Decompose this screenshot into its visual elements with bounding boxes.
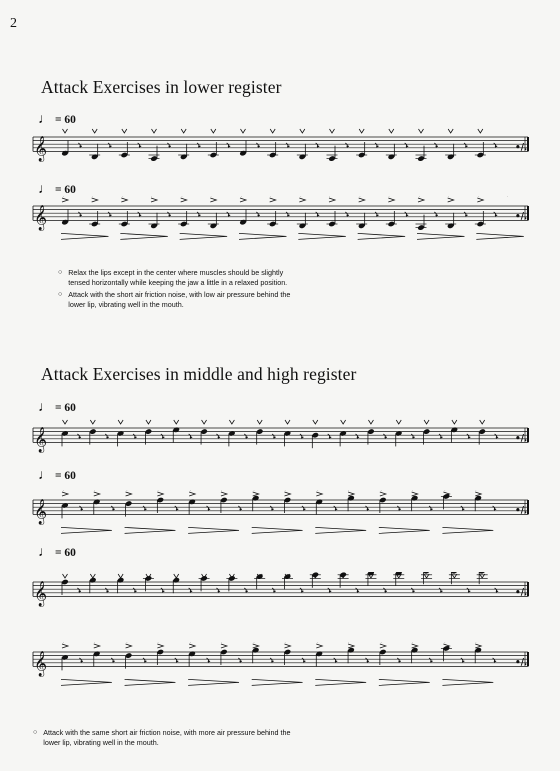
eighth-rest	[494, 212, 498, 216]
eighth-rest	[78, 143, 82, 147]
accent-mark	[329, 198, 335, 202]
instruction-text: Attack with the same short air friction noise, with more air pressure behind the lower lip, vibrating well in the mouth.	[43, 728, 291, 747]
decrescendo-hairpin	[442, 679, 493, 685]
accent-mark	[341, 420, 346, 424]
accent-mark	[181, 198, 187, 202]
decrescendo-hairpin	[358, 233, 405, 239]
eighth-rest	[493, 506, 497, 510]
tempo-marking	[38, 468, 76, 484]
staff-upper-1	[0, 418, 560, 478]
eighth-rest	[365, 658, 369, 662]
eighth-rest	[105, 588, 109, 592]
circle-bullet-icon: ○	[33, 729, 38, 736]
eighth-rest	[467, 434, 471, 438]
accent-mark	[157, 492, 163, 496]
accent-mark	[270, 129, 275, 133]
staff-upper-4	[0, 642, 560, 702]
eighth-rest	[175, 506, 179, 510]
decrescendo-hairpin	[188, 527, 239, 533]
treble-clef-icon: 𝄞	[34, 427, 48, 453]
accent-mark	[424, 420, 429, 424]
instruction-notes-upper	[33, 728, 293, 750]
accent-mark	[388, 198, 394, 202]
accent-mark	[300, 129, 305, 133]
eighth-rest	[108, 143, 112, 147]
decrescendo-hairpin	[315, 679, 366, 685]
eighth-rest	[256, 212, 260, 216]
decrescendo-hairpin	[188, 679, 239, 685]
eighth-rest	[429, 506, 433, 510]
svg-text:•/.: •/.	[515, 142, 528, 153]
decrescendo-hairpin	[120, 233, 167, 239]
eighth-rest	[216, 434, 220, 438]
accent-mark	[174, 420, 179, 424]
accent-mark	[253, 492, 259, 496]
eighth-rest	[461, 506, 465, 510]
eighth-rest	[78, 212, 82, 216]
decrescendo-hairpin	[239, 233, 286, 239]
eighth-rest	[111, 658, 115, 662]
accent-mark	[285, 492, 291, 496]
treble-clef-icon: 𝄞	[34, 136, 48, 162]
eighth-rest	[356, 434, 360, 438]
accent-mark	[240, 198, 246, 202]
accent-mark	[221, 644, 227, 648]
instruction-item	[58, 290, 298, 310]
accent-mark	[389, 129, 394, 133]
accent-mark	[285, 644, 291, 648]
eighth-rest	[383, 434, 387, 438]
accent-mark	[359, 198, 365, 202]
accent-mark	[477, 198, 483, 202]
eighth-rest	[375, 143, 379, 147]
accent-mark	[396, 420, 401, 424]
eighth-rest	[227, 212, 231, 216]
decrescendo-hairpin	[379, 679, 430, 685]
eighth-rest	[197, 212, 201, 216]
accent-mark	[174, 574, 179, 578]
accent-mark	[448, 198, 454, 202]
accent-mark	[202, 420, 207, 424]
instruction-text: Relax the lips except in the center where muscles should be slightly tensed horizontally while keeping the jaw a little in a relaxed position.	[68, 268, 288, 287]
quarter-note-icon: ♩	[38, 545, 52, 560]
accent-mark	[478, 129, 483, 133]
eighth-rest	[316, 143, 320, 147]
eighth-rest	[345, 212, 349, 216]
accent-mark	[380, 644, 386, 648]
eighth-rest	[143, 506, 147, 510]
accent-mark	[229, 420, 234, 424]
eighth-rest	[345, 143, 349, 147]
svg-text:•/.: •/.	[515, 657, 528, 668]
eighth-rest	[256, 143, 260, 147]
accent-mark	[270, 198, 276, 202]
svg-text:•/.: •/.	[515, 587, 528, 598]
accent-mark	[480, 420, 485, 424]
accent-mark	[418, 198, 424, 202]
eighth-rest	[270, 506, 274, 510]
accent-mark	[330, 129, 335, 133]
eighth-rest	[494, 143, 498, 147]
tempo-marking	[38, 400, 76, 416]
accent-mark	[210, 198, 216, 202]
eighth-rest	[434, 212, 438, 216]
decrescendo-hairpin	[125, 679, 176, 685]
eighth-rest	[270, 658, 274, 662]
eighth-rest	[77, 434, 81, 438]
eighth-rest	[207, 658, 211, 662]
accent-mark	[121, 198, 127, 202]
instruction-notes-lower	[58, 268, 298, 312]
accent-mark	[90, 574, 95, 578]
eighth-rest	[495, 588, 499, 592]
accent-mark	[157, 644, 163, 648]
eighth-rest	[493, 658, 497, 662]
eighth-rest	[405, 143, 409, 147]
eighth-rest	[405, 212, 409, 216]
eighth-rest	[300, 588, 304, 592]
eighth-rest	[286, 143, 290, 147]
eighth-rest	[334, 506, 338, 510]
instruction-item	[33, 728, 293, 748]
eighth-rest	[143, 658, 147, 662]
tempo-value: = 60	[55, 114, 76, 126]
eighth-rest	[189, 588, 193, 592]
accent-mark	[126, 492, 132, 496]
accent-mark	[94, 644, 100, 648]
eighth-rest	[244, 588, 248, 592]
eighth-rest	[411, 588, 415, 592]
eighth-rest	[429, 658, 433, 662]
instruction-item	[58, 268, 298, 288]
treble-clef-icon: 𝄞	[34, 651, 48, 677]
accent-mark	[448, 129, 453, 133]
treble-clef-icon: 𝄞	[34, 205, 48, 231]
accent-mark	[348, 492, 354, 496]
accent-mark	[63, 420, 68, 424]
decrescendo-hairpin	[315, 527, 366, 533]
quarter-note-icon: ♩	[38, 468, 52, 483]
accent-mark	[316, 492, 322, 496]
eighth-rest	[108, 212, 112, 216]
tempo-value: = 60	[55, 184, 76, 196]
decrescendo-hairpin	[252, 679, 303, 685]
eighth-rest	[334, 658, 338, 662]
decrescendo-hairpin	[61, 527, 112, 533]
eighth-rest	[397, 506, 401, 510]
accent-mark	[257, 420, 262, 424]
eighth-rest	[197, 143, 201, 147]
accent-mark	[316, 644, 322, 648]
eighth-rest	[467, 588, 471, 592]
accent-mark	[62, 492, 68, 496]
accent-mark	[412, 644, 418, 648]
svg-text:•/.: •/.	[515, 433, 528, 444]
eighth-rest	[167, 143, 171, 147]
eighth-rest	[189, 434, 193, 438]
staff-upper-3	[0, 572, 560, 632]
eighth-rest	[356, 588, 360, 592]
accent-mark	[94, 492, 100, 496]
eighth-rest	[167, 212, 171, 216]
tempo-value: = 60	[55, 402, 76, 414]
circle-bullet-icon: ○	[58, 269, 63, 276]
eighth-rest	[439, 434, 443, 438]
svg-text:•/.: •/.	[515, 505, 528, 516]
accent-mark	[299, 198, 305, 202]
eighth-rest	[439, 588, 443, 592]
eighth-rest	[138, 143, 142, 147]
eighth-rest	[397, 658, 401, 662]
eighth-rest	[77, 588, 81, 592]
eighth-rest	[316, 212, 320, 216]
decrescendo-hairpin	[476, 233, 523, 239]
eighth-rest	[286, 212, 290, 216]
decrescendo-hairpin	[61, 679, 112, 685]
eighth-rest	[328, 588, 332, 592]
eighth-rest	[161, 434, 165, 438]
page-number: 2	[10, 16, 17, 31]
accent-mark	[189, 644, 195, 648]
accent-mark	[348, 644, 354, 648]
eighth-rest	[227, 143, 231, 147]
quarter-note-icon: ♩	[38, 400, 52, 415]
eighth-rest	[302, 658, 306, 662]
section-heading-lower: Attack Exercises in lower register	[41, 77, 282, 97]
eighth-rest	[111, 506, 115, 510]
accent-mark	[211, 129, 216, 133]
circle-bullet-icon: ○	[58, 291, 63, 298]
quarter-note-icon: ♩	[38, 182, 52, 197]
staff-upper-2	[0, 490, 560, 550]
quarter-note-icon: ♩	[38, 112, 52, 127]
eighth-rest	[79, 506, 83, 510]
accent-mark	[368, 420, 373, 424]
svg-text:•/.: •/.	[515, 211, 528, 222]
eighth-rest	[133, 588, 137, 592]
section-heading-upper: Attack Exercises in middle and high register	[41, 364, 357, 384]
eighth-rest	[175, 658, 179, 662]
eighth-rest	[105, 434, 109, 438]
eighth-rest	[207, 506, 211, 510]
eighth-rest	[272, 588, 276, 592]
accent-mark	[62, 198, 68, 202]
eighth-rest	[461, 658, 465, 662]
eighth-rest	[383, 588, 387, 592]
eighth-rest	[495, 434, 499, 438]
eighth-rest	[238, 658, 242, 662]
accent-mark	[63, 574, 68, 578]
accent-mark	[419, 129, 424, 133]
tempo-marking	[38, 112, 76, 128]
tempo-value: = 60	[55, 470, 76, 482]
eighth-rest	[244, 434, 248, 438]
accent-mark	[62, 644, 68, 648]
eighth-rest	[464, 143, 468, 147]
accent-mark	[152, 129, 157, 133]
accent-mark	[92, 129, 97, 133]
accent-mark	[146, 420, 151, 424]
eighth-rest	[138, 212, 142, 216]
accent-mark	[285, 420, 290, 424]
accent-mark	[221, 492, 227, 496]
accent-mark	[122, 129, 127, 133]
accent-mark	[189, 492, 195, 496]
eighth-rest	[464, 212, 468, 216]
accent-mark	[92, 198, 98, 202]
treble-clef-icon: 𝄞	[34, 499, 48, 525]
eighth-rest	[79, 658, 83, 662]
decrescendo-hairpin	[61, 233, 108, 239]
eighth-rest	[216, 588, 220, 592]
eighth-rest	[300, 434, 304, 438]
eighth-rest	[238, 506, 242, 510]
instruction-text: Attack with the short air friction noise, with low air pressure behind the lower lip, vibrating well in the mouth.	[68, 290, 291, 309]
eighth-rest	[365, 506, 369, 510]
accent-mark	[475, 644, 481, 648]
eighth-rest	[133, 434, 137, 438]
accent-mark	[63, 129, 68, 133]
accent-mark	[118, 574, 123, 578]
eighth-rest	[375, 212, 379, 216]
eighth-rest	[272, 434, 276, 438]
tempo-marking	[38, 545, 76, 561]
accent-mark	[90, 420, 95, 424]
tempo-value: = 60	[55, 547, 76, 559]
accent-mark	[241, 129, 246, 133]
accent-mark	[359, 129, 364, 133]
accent-mark	[412, 492, 418, 496]
accent-mark	[126, 644, 132, 648]
decrescendo-hairpin	[442, 527, 493, 533]
decrescendo-hairpin	[417, 233, 464, 239]
accent-mark	[118, 420, 123, 424]
eighth-rest	[328, 434, 332, 438]
accent-mark	[475, 492, 481, 496]
treble-clef-icon: 𝄞	[34, 581, 48, 607]
eighth-rest	[302, 506, 306, 510]
decrescendo-hairpin	[125, 527, 176, 533]
accent-mark	[181, 129, 186, 133]
accent-mark	[380, 492, 386, 496]
decrescendo-hairpin	[252, 527, 303, 533]
staff-lower-1	[0, 127, 560, 187]
accent-mark	[151, 198, 157, 202]
decrescendo-hairpin	[180, 233, 227, 239]
decrescendo-hairpin	[298, 233, 345, 239]
eighth-rest	[161, 588, 165, 592]
accent-mark	[253, 644, 259, 648]
eighth-rest	[434, 143, 438, 147]
staff-lower-2	[0, 196, 560, 256]
accent-mark	[313, 420, 318, 424]
eighth-rest	[411, 434, 415, 438]
accent-mark	[452, 420, 457, 424]
decrescendo-hairpin	[379, 527, 430, 533]
